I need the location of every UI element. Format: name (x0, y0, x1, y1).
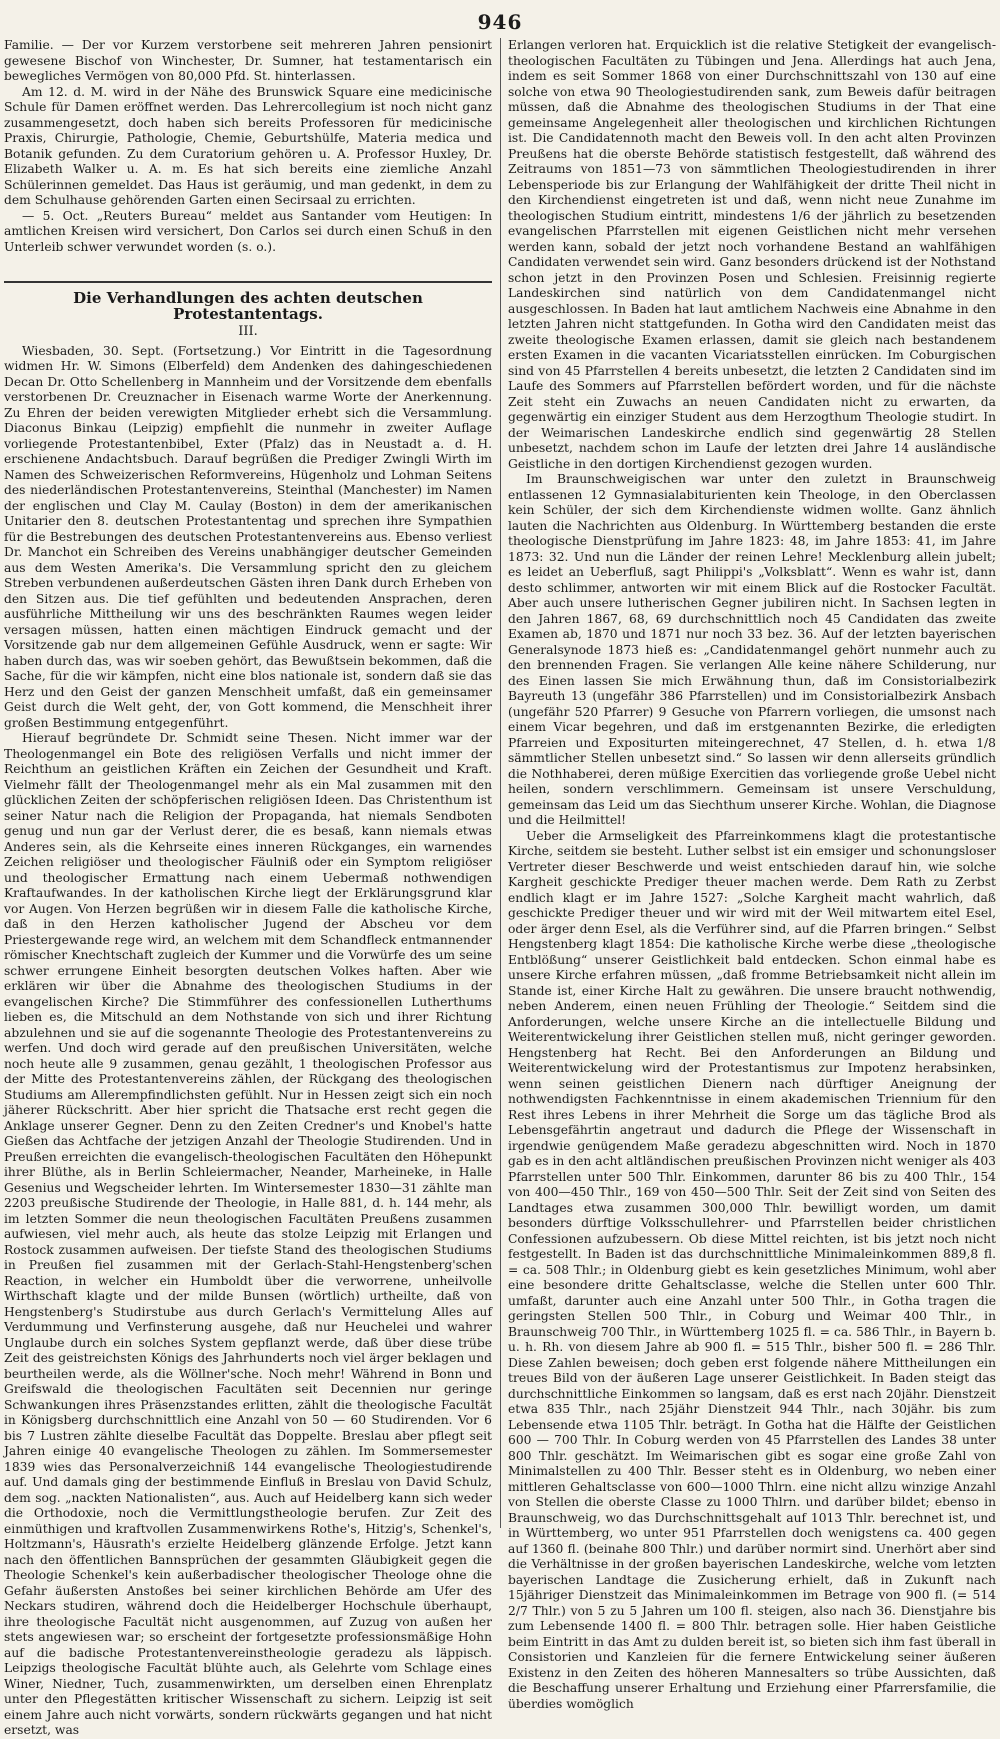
article-paragraph: Im Braunschweigischen war unter den zuletzt in Braunschweig entlassenen 12 Gymnasialabiturienten kein Theologe, in den Oberclassen kein Schüler, der sich dem Kirchendienste widmen wollte. Ganz ähnlich lauten die Nachrichten aus Oldenburg. In Württemberg bestanden die erste theologische Dienstprüfung im Jahre 1823: 48, im Jahre 1853: 41, im Jahre 1873: 32. Und nun die Länder der reinen Lehre! Mecklenburg allein jubelt; es leidet an Ueberfluß, sagt Philippi's „Volksblatt“. Wenn es wahr ist, dann desto schlimmer, antworten wir mit einem Blick auf die Rostocker Facultät. Aber auch unsere lutherischen Gegner jubiliren nicht. In Sachsen legten in den Jahren 1867, 68, 69 durchschnittlich noch 45 Candidaten das zweite Examen ab, 1870 und 1871 nur noch 33 bez. 36. Auf der letzten bayerischen Generalsynode 1873 hieß es: „Candidatenmangel gehört nunmehr auch zu den brennenden Fragen. Sie verlangen Alle keine nähere Schilderung, nur des Einen lassen Sie mich Erwähnung thun, daß im Consistorialbezirk Bayreuth 13 (ungefähr 386 Pfarrstellen) und im Consistorialbezirk Ansbach (ungefähr 520 Pfarrer) 9 Gesuche von Pfarrern vorliegen, die umsonst nach einem Vicar begehren, und daß im erstgenannten Bezirke, die erledigten Pfarreien und Expositurten miteingerechnet, 47 Stellen, d. h. etwa 1/8 sämmtlicher Stellen unbesetzt sind.“ So lassen wir denn allerseits gründlich die Nothhaberei, deren müßige Exercitien das vorliegende große Uebel nicht heilen, sondern verschlimmern. Gemeinsam ist unsere Verschuldung, gemeinsam das Leid um das Siechthum unserer Kirche. Wohlan, die Diagnose und die Heilmittel! (508, 472, 996, 827)
article-part-number: III. (238, 324, 258, 339)
news-paragraph: — 5. Oct. „Reuters Bureau“ meldet aus Santander vom Heutigen: In amtlichen Kreisen wird versichert, Don Carlos sei durch einen Schuß in den Unterleib schwer verwundet worden (s. o.). (4, 208, 492, 254)
news-paragraph: Familie. — Der vor Kurzem verstorbene seit mehreren Jahren pensionirt gewesene Bischof von Winchester, Dr. Sumner, hat testamentarisch ein bewegliches Vermögen von 80,000 Pfd. St. hinterlassen. (4, 38, 492, 83)
left-column (4, 38, 492, 1737)
article-title: Die Verhandlungen des achten deutschen Protestantentags. (4, 281, 492, 322)
article-paragraph: Hierauf begründete Dr. Schmidt seine Thesen. Nicht immer war der Theologenmangel ein Bote des religiösen Verfalls und nicht immer der Reichthum an geistlichen Kräften ein Zeichen der Gesundheit und Kraft. Vielmehr fällt der Theologenmangel mehr als ein Mal zusammen mit den glücklichen Zeiten der schöpferischen religiösen Ideen. Das Christenthum ist seiner Natur nach die Religion der Propaganda, hat niemals Sendboten genug und nun gar der Verlust derer, die es besaß, kann niemals etwas Anderes sein, als die Kehrseite eines inneren Rückganges, ein warnendes Zeichen religiöser und theologischer Fäulniß oder ein Symptom religiöser und theologischer Ermattung nach einem Uebermaß nothwendigen Kraftaufwandes. In der katholischen Kirche liegt der Erklärungsgrund klar vor Augen. Von Herzen begrüßen wir in diesem Falle die katholische Kirche, daß in den Herzen katholischer Jugend der Abscheu vor dem Priestergewande rege wird, an welchem mit dem Schandfleck entmannender römischer Knechtschaft zugleich der Kummer und die Vorwürfe des um seine schwer errungene Einheit besorgten deutschen Volkes haften. Aber wie erklären wir über die Abnahme des theologischen Studiums in der evangelischen Kirche? Die Stimmführer des confessionellen Lutherthums lieben es, die Mitschuld an dem Nothstande von sich und ihrer Richtung abzulehnen und sie auf die sogenannte Theologie des Protestantenvereins zu werfen. Und doch wird gerade auf den preußischen Universitäten, welche noch heute alle 9 zusammen, genau gezählt, 1 theologischen Professor aus der Mitte des Protestantenvereins zählen, der Rückgang des theologischen Studiums am Allerempfindlichsten gefühlt. Nur in Hessen zeigt sich ein noch jäherer Rückschritt. Aber hier spricht die Thatsache erst recht gegen die Anklage unserer Gegner. Denn zu den Zeiten Credner's und Knobel's hatte Gießen das Achtfache der jetzigen Anzahl der Theologie Studirenden. Und in Preußen erreichten die evangelisch-theologischen Facultäten den Höhepunkt ihrer Blüthe, als in Berlin Schleiermacher, Neander, Marheineke, in Halle Gesenius und Wegscheider lehrten. Im Wintersemester 1830—31 zählte man 2203 preußische Studirende der Theologie, in Halle 881, d. h. 144 mehr, als im letzten Sommer die neun theologischen Facultäten Preußens zusammen aufwiesen, viel mehr auch, als heute das stolze Leipzig mit Erlangen und Rostock zusammen aufweisen. Der tiefste Stand des theologischen Studiums in Preußen fiel zusammen mit der Gerlach-Stahl-Hengstenberg'schen Reaction, in welcher ein Humboldt über die verworrene, unheilvolle Wirthschaft klagte und der milde Bunsen (wörtlich) urtheilte, daß von Hengstenberg's Studirstube aus durch Gerlach's Vermittelung Alles auf Verdummung und Verfinsterung ausgehe, daß nur Heuchelei und wahrer Unglaube durch ein solches System gepflanzt werde, daß über diese trübe Zeit des geistreichsten Königs des Jahrhunderts noch viel ärger beklagen und beurtheilen werde, als die Wöllner'sche. Noch mehr! Während in Bonn und Greifswald die theologischen Facultäten seit Decennien nur geringe Schwankungen ihres Präsenzstandes erlitten, zählt die theologische Facultät in Königsberg durchschnittlich eine Anzahl von 50 — 60 Studirenden. Vor 6 bis 7 Lustren zählte dieselbe Facultät das Doppelte. Breslau aber pflegt seit Jahren einige 40 evangelische Theologen zu zählen. Im Sommersemester 1839 wies das Personalverzeichniß 144 evangelische Theologiestudirende auf. Und damals ging der bestimmende Einfluß in Breslau von David Schulz, dem sog. „nackten Nationalisten“, aus. Auch auf Heidelberg kann sich weder die Orthodoxie, noch die Vermittlungstheologie berufen. Zur Zeit des einmüthigen und kraftvollen Zusammenwirkens Rothe's, Hitzig's, Schenkel's, Holtzmann's, Häusrath's erzielte Heidelberg glänzende Erfolge. Jetzt kann nach den öffentlichen Bannsprüchen der gesammten Gläubigkeit gegen die Theologie Schenkel's kein außerbadischer theologischer Theologe ohne die Gefahr äußersten Anstoßes bei seiner kirchlichen Behörde am Ufer des Neckars studiren, während doch die Heidelberger Hochschule überhaupt, ihre theologische Facultät nicht ausgenommen, auf Zuzug von außen her stets angewiesen war; so erscheint der fortgesetzte professionsmäßige Hohn auf die badische Protestantenvereinstheologie geradezu als läppisch. Leipzigs theologische Facultät blühte auch, als Gelehrte vom Schlage eines Winer, Niedner, Tuch, zusammenwirkten, um derselben einen Ehrenplatz unter den Pflegestätten kritischer Wissenschaft zu sichern. Leipzig ist seit einem Jahre auch nicht vorwärts, sondern rückwärts gegangen und hat nicht ersetzt, was (4, 731, 492, 1737)
news-paragraph: Am 12. d. M. wird in der Nähe des Brunswick Square eine medicinische Schule für Damen eröffnet werden. Das Lehrercollegium ist noch nicht ganz zusammengesetzt, doch haben sich bereits Professoren für medicinische Praxis, Chirurgie, Pathologie, Chemie, Geburtshülfe, Materia medica und Botanik gefunden. Zu dem Curatorium gehören u. A. Professor Huxley, Dr. Elizabeth Walker u. A. m. Es hat sich bereits eine ziemliche Anzahl Schülerinnen gemeldet. Das Haus ist geräumig, und man gedenkt, in dem zu dem Schulhause gehörenden Garten einen Secirsaal zu errichten. (4, 84, 492, 207)
right-column (508, 38, 996, 1711)
column-divider (500, 38, 501, 1528)
article-paragraph: Wiesbaden, 30. Sept. (Fortsetzung.) Vor Eintritt in die Tagesordnung widmen Hr. W. Simons (Elberfeld) dem Andenken des dahingeschiedenen Decan Dr. Otto Schellenberg in Mannheim und der Vorsitzende dem ebenfalls verstorbenen Dr. Creuznacher in Eisenach warme Worte der Anerkennung. Zu Ehren der beiden verewigten Mitglieder erhebt sich die Versammlung. Diaconus Binkau (Leipzig) empfiehlt die nunmehr in zweiter Auflage vorliegende Protestantenbibel, Exter (Pfalz) das in Neustadt a. d. H. erschienene Andachtsbuch. Darauf begrüßen die Prediger Zwingli Wirth im Namen des Schweizerischen Reformvereins, Hügenholz und Lohman Seitens des niederländischen Protestantenvereins, Steinthal (Manchester) im Namen der englischen und Clay M. Caulay (Boston) in dem der amerikanischen Unitarier den 8. deutschen Protestantentag und sprechen ihre Sympathien für die Bestrebungen des deutschen Protestantenvereins aus. Ebenso verliest Dr. Manchot ein Schreiben des Vereins unabhängiger deutscher Gemeinden aus dem Westen Amerika's. Die Versammlung spricht den zu gleichem Streben verbundenen außerdeutschen Gästen ihren Dank durch Erheben von den Sitzen aus. Die tief gefühlten und bedeutenden Ansprachen, deren ausführliche Mittheilung wir uns des beschränkten Raumes wegen leider versagen müssen, hatten einen mächtigen Eindruck gemacht und der Vorsitzende gab nur dem allgemeinen Gefühle Ausdruck, wenn er sagte: Wir haben durch das, was wir soeben gehört, das Bewußtsein bekommen, daß die Sache, für die wir kämpfen, nicht eine blos nationale ist, sondern daß sie das Herz und den Geist der ganzen Menschheit umfaßt, daß ein gemeinsamer Geist durch die Welt geht, der, von Gott kommend, die Menschheit ihrer großen Bestimmung entgegenführt. (4, 343, 492, 730)
article-paragraph: Erlangen verloren hat. Erquicklich ist die relative Stetigkeit der evangelisch-theologischen Facultäten zu Tübingen und Jena. Allerdings hat auch Jena, indem es seit Sommer 1868 von einer Durchschnittszahl von 130 auf eine solche von etwa 90 Theologiestudirenden sank, zum Beweis dafür beitragen müssen, daß die Abnahme des theologischen Studiums in der That eine gemeinsame Angelegenheit aller theologischen und kirchlichen Richtungen ist. Die Candidatennoth macht den Beweis voll. In den acht alten Provinzen Preußens hat die oberste Behörde statistisch festgestellt, daß während des Zeitraums von 1851—73 von sämmtlichen Theologiestudirenden in ihrer Lebensperiode bis zur Erlangung der Wahlfähigkeit der dritte Theil nicht in den Kirchendienst eingetreten ist und daß, wenn nicht neue Zunahme im theologischen Studium eintritt, mindestens 1/6 der jährlich zu besetzenden evangelischen Pfarrstellen mit eigenen Geistlichen nicht mehr versehen werden kann, sobald der jetzt noch vorhandene Bestand an wahlfähigen Candidaten verwendet sein wird. Ganz besonders drückend ist der Nothstand schon jetzt in den Provinzen Posen und Schlesien. Freisinnig regierte Landeskirchen sind natürlich von dem Candidatenmangel nicht ausgeschlossen. In Baden hat laut amtlichem Nachweis eine Abnahme in den letzten Jahren nicht stattgefunden. In Gotha wird den Candidaten meist das zweite theologische Examen erlassen, damit sie gleich nach bestandenem ersten Examen in die vacanten Vicariatsstellen einrücken. Im Coburgischen sind von 45 Pfarrstellen 4 bereits unbesetzt, die letzten 2 Candidaten sind im Laufe des Sommers auf Pfarrstellen befördert worden, und für die nächste Zeit steht ein Zuwachs an neuen Candidaten nicht zu erwarten, da gegenwärtig ein einziger Student aus dem Herzogthum Theologie studirt. In der Weimarischen Landeskirche endlich sind gegenwärtig 28 Stellen unbesetzt, nachdem schon im Laufe der letzten drei Jahre 14 ausländische Geistliche in den dortigen Kirchendienst gezogen wurden. (508, 38, 996, 471)
article-paragraph: Ueber die Armseligkeit des Pfarreinkommens klagt die protestantische Kirche, seitdem sie besteht. Luther selbst ist ein emsiger und schonungsloser Vertreter dieser Beschwerde und weist entschieden darauf hin, wie solche Kargheit geschickte Prediger theuer machen werde. Dem Rath zu Zerbst endlich klagt er im Jahre 1527: „Solche Kargheit macht wahrlich, daß geschickte Prediger theuer und wir wird mit der Weil mitwartem eitel Esel, oder ärger denn Esel, als die Verführer sind, auf die Pfarren bringen.“ Selbst Hengstenberg klagt 1854: Die katholische Kirche werbe diese „theologische Entblößung“ unserer Geistlichkeit bald entdecken. Schon einmal habe es unsere Kirche erfahren müssen, „daß fromme Betriebsamkeit nicht allein im Stande ist, einer Kirche Halt zu gewähren. Die unsere braucht nothwendig, neben Anderem, einen neuen Frühling der Theologie.“ Seitdem sind die Anforderungen, welche unsere Kirche an die intellectuelle Bildung und Weiterentwickelung ihrer Geistlichen stellen muß, nicht geringer geworden. Hengstenberg hat Recht. Bei den Anforderungen an Bildung und Weiterentwickelung wird der Protestantismus zur Impotenz herabsinken, wenn seinen geistlichen Dienern nach dürftiger Aneignung der nothwendigsten Fachkenntnisse in einem akademischen Triennium für den Rest ihres Lebens in ihrer Mehrheit die Sorge um das tägliche Brod als Lebensgefährtin angetraut und dadurch die Pflege der Wissenschaft in irgendwie genügendem Maße geradezu abgeschnitten wird. Noch in 1870 gab es in den acht altländischen preußischen Provinzen nicht weniger als 403 Pfarrstellen unter 500 Thlr. Einkommen, darunter 86 bis zu 400 Thlr., 154 von 400—450 Thlr., 169 von 450—500 Thlr. Seit der Zeit sind von Seiten des Landtages etwa zusammen 300,000 Thlr. bewilligt worden, um damit besonders dürftige Volksschullehrer- und Pfarrstellen beider christlichen Confessionen aufzubessern. Ob diese Mittel reichten, ist bis jetzt noch nicht festgestellt. In Baden ist das durchschnittliche Minimaleinkommen 889,8 fl. = ca. 508 Thlr.; in Oldenburg giebt es kein gesetzliches Minimum, wohl aber eine besondere dritte Gehaltsclasse, welche die Stellen unter 600 Thlr. umfaßt, darunter auch eine Anzahl unter 500 Thlr., in Gotha tragen die geringsten Stellen 500 Thlr., in Coburg und Weimar 400 Thlr., in Braunschweig 700 Thlr., in Württemberg 1025 fl. = ca. 586 Thlr., in Bayern b. u. h. Rh. von diesem Jahre ab 900 fl. = 515 Thlr., bisher 500 fl. = 286 Thlr. Diese Zahlen beweisen; doch geben erst folgende nähere Mittheilungen ein treues Bild von der äußeren Lage unserer Geistlichkeit. In Baden steigt das durchschnittliche Einkommen so langsam, daß es erst nach 20jähr. Dienstzeit etwa 835 Thlr., nach 25jähr Dienstzeit 944 Thlr., nach 30jähr. bis zum Lebensende etwa 1105 Thlr. beträgt. In Gotha hat die Hälfte der Geistlichen 600 — 700 Thlr. In Coburg werden von 45 Pfarrstellen des Landes 38 unter 800 Thlr. geschätzt. Im Weimarischen gibt es sogar eine große Zahl von Minimalstellen zu 400 Thlr. Besser steht es in Oldenburg, wo neben einer mittleren Gehaltsclasse von 600—1000 Thlrn. eine nicht allzu winzige Anzahl von Stellen die oberste Classe zu 1000 Thlrn. und darüber bildet; ebenso in Braunschweig, wo das Durchschnittsgehalt auf 1013 Thlr. berechnet ist, und in Württemberg, wo unter 951 Pfarrstellen doch wenigstens ca. 400 gegen auf 1360 fl. (beinahe 800 Thlr.) und darüber normirt sind. Unerhört aber sind die Verhältnisse in der großen bayerischen Landeskirche, welche vom letzten bayerischen Landtage die Zusicherung erhielt, daß in Zukunft nach 15jähriger Dienstzeit das Minimaleinkommen im Betrage von 900 fl. (= 514 2/7 Thlr.) von 5 zu 5 Jahren um 100 fl. steigen, also nach 36. Dienstjahre bis zum Lebensende 1400 fl. = 800 Thlr. betragen solle. Hier haben Geistliche beim Eintritt in das Amt zu dulden bereit ist, so bieten sich ihm fast überall in Consistorien und Kanzleien für die fernere Entwickelung seiner äußeren Existenz in den Zeiten des höheren Mannesalters so trübe Aussichten, daß die Beschaffung unserer Erhaltung und Erziehung einer Pfarrersfamilie, die überdies womöglich (508, 828, 996, 1711)
page-number: 946 (477, 10, 523, 34)
